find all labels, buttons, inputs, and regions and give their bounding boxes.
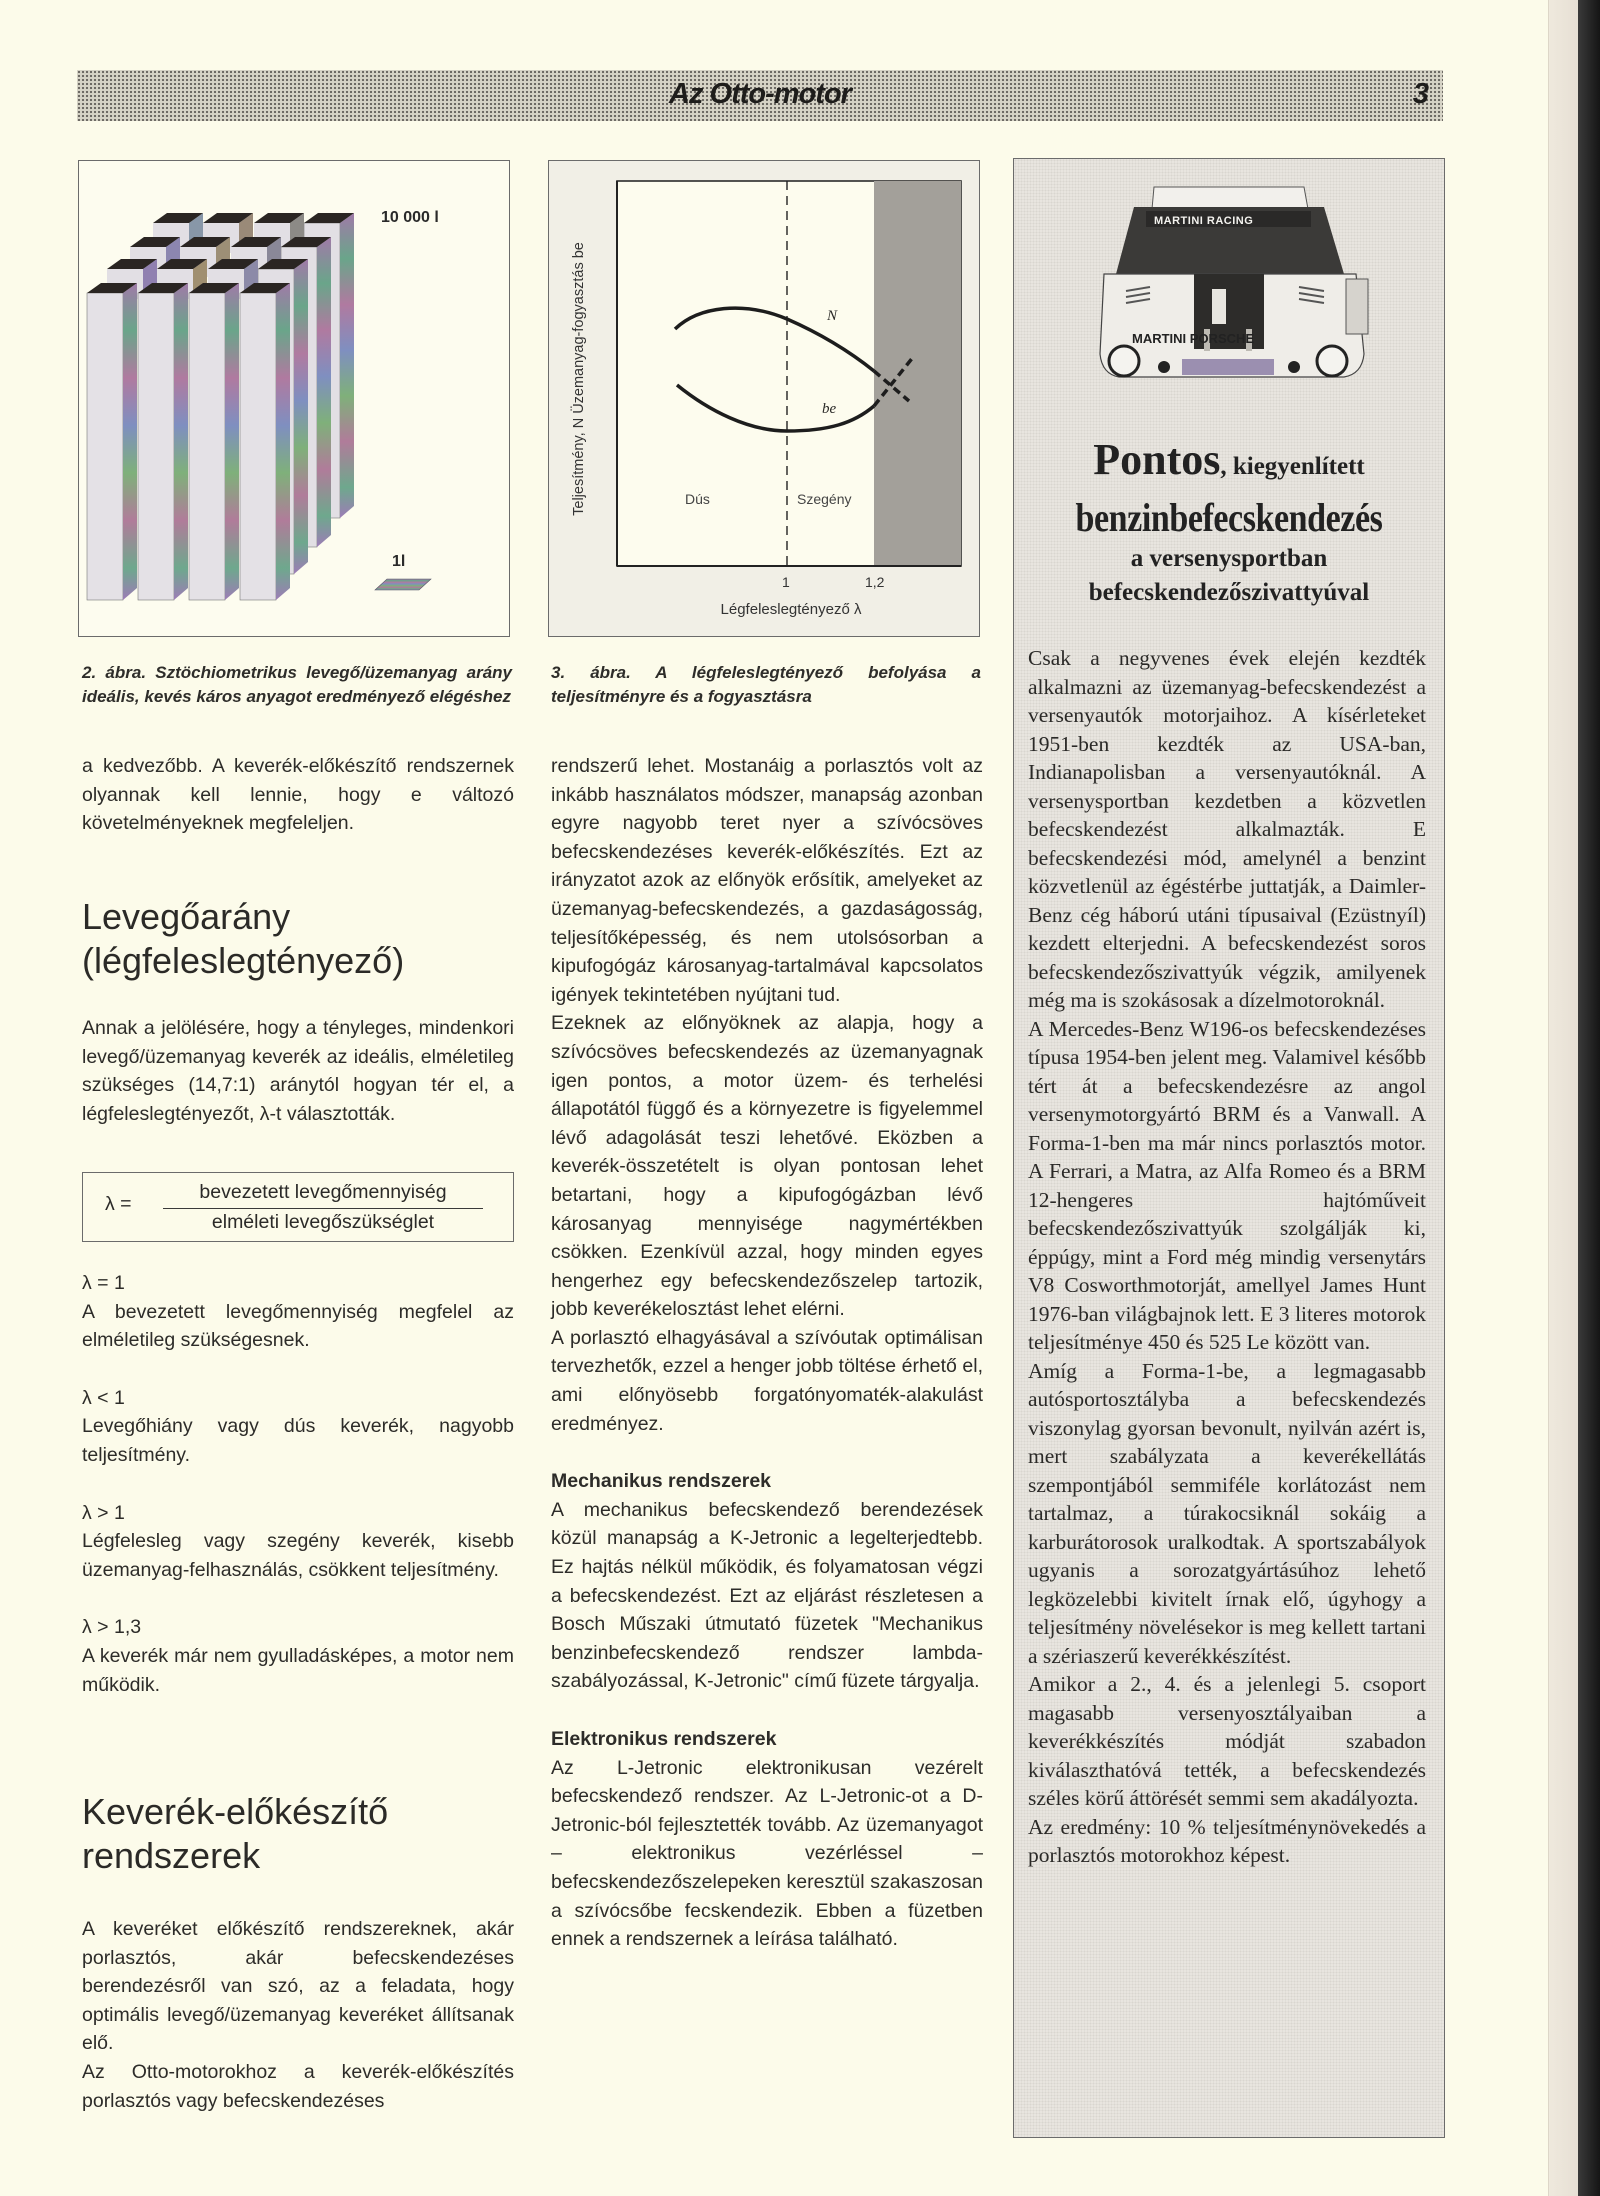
heading-line: rendszerek	[82, 1835, 261, 1876]
figure-2-volume-illustration	[78, 160, 510, 637]
curve-label-be: be	[822, 401, 837, 417]
x-tick-1-2: 1,2	[865, 574, 885, 590]
paragraph: Az eredmény: 10 % teljesítménynövekedés a porlasztós motorokhoz képest.	[1028, 1814, 1426, 1867]
sidebar-body	[1028, 644, 1426, 1870]
paragraph: A porlasztó elhagyásával a szívóutak optimálisan tervezhetők, ezzel a henger jobb töltése érhető el, ami előnyösebb forgatónyomaték-alakulást eredményez.	[551, 1326, 983, 1435]
paragraph: Ezeknek az előnyöknek az alapja, hogy a szívócsöves befecskendezés az üzemanyagnak igen pontos, a motor üzem- és terhelési állapotától függő és a környezetre is figyelemmel lévő adagolását teszi lehetővé. Eközben a keverék-összetételt is olyan pontosan lehet betartani, hogy a kipufogógázban lévő károsanyag mennyisége nagymértékben csökken. Ezenkívül azzal, hogy minden egyes hengerhez egy befecskendezőszelep tartozik, jobb keverékelosztást lehet elérni.	[551, 1012, 983, 1321]
lambda-formula-box	[82, 1172, 514, 1242]
heading-line: Keverék-előkészítő	[82, 1791, 389, 1832]
case-condition: λ > 1,3	[82, 1616, 142, 1639]
y-axis-label: Teljesítmény, N Üzemanyag-fogyasztás be	[571, 242, 587, 516]
scan-shadow	[1578, 0, 1600, 2196]
sidebar-title-line1	[1014, 434, 1444, 485]
x-tick-1: 1	[782, 574, 790, 590]
car-windshield-text: MARTINI RACING	[1154, 215, 1254, 227]
sidebar-title-line3: a versenysportban	[1130, 545, 1328, 572]
title-emphasis: Pontos	[1093, 435, 1221, 484]
intro-paragraph: a kedvezőbb. A keverék-előkészítő rendszernek olyannak kell lennie, hogy e változó követelményeknek megfeleljen.	[82, 755, 514, 835]
air-columns-illustration	[79, 161, 509, 636]
paragraph: rendszerű lehet. Mostanáig a porlasztós volt az inkább használatos módszer, manapság azonban egyre nagyobb teret nyer a szívócsöves befecskendezéses keverék-előkészítés. Ezt az irányzatot azok az előnyök erősítik, amelyeket az üzemanyag-befecskendezés, a gazdaságosság, teljesítőképesség, és nem utolsósorban a kipufogógáz károsanyag-tartalmával kapcsolatos igények tekintetében nyújtani tud.	[551, 755, 983, 1006]
car-bumper-text: MARTINI PORSCHE	[1132, 331, 1255, 346]
case-condition: λ = 1	[82, 1272, 125, 1294]
paragraph: Amikor a 2., 4. és a jelenlegi 5. csoport magasabb versenyosztályaiban a keverékkészítés módját szabadon kiválaszthatóvá tették, a befecskendezés széles körű áttörését semmi sem akadályozta.	[1028, 1672, 1426, 1810]
figure-3-caption: 3. ábra. A légfeleslegtényező befolyása a teljesítményre és a fogyasztásra	[551, 663, 981, 706]
sidebar-title-line2: benzinbefecskendezés	[1075, 495, 1383, 540]
racing-sidebar-box	[1013, 158, 1445, 2138]
paragraph: Csak a negyvenes évek elején kezdték alkalmazni az üzemanyag-befecskendezést a versenyautók motorjaihoz. A kísérleteket 1951-ben kezdték az USA-ban, Indianapolisban a versenyautóknál. A versenysportban kezdetben a közvetlen befecskendezést alkalmazták. E befecskendezési mód, amelynél a benzint közvetlenül az égéstérbe juttatják, a Daimler-Benz cég háború utáni típusaival (Ezüstnyíl) kezdett elterjedni. A befecskendezést soros befecskendezőszivattyúk végzik, amilyenek még ma is szokásosak a dízelmotoroknál.	[1028, 646, 1426, 1012]
paragraph: Az Otto-motorokhoz a keverék-előkészítés porlasztós vagy befecskendezéses	[82, 2060, 514, 2112]
running-header	[77, 70, 1443, 121]
x-axis-label: Légfeleslegtényező λ	[720, 601, 862, 618]
fraction-bar	[163, 1208, 483, 1209]
column1-intro	[82, 752, 514, 838]
column1-para-lambda-definition	[82, 1014, 514, 1128]
section-mixture-preparation	[82, 1790, 514, 2115]
section-heading-air-ratio	[82, 895, 514, 983]
formula-lhs: λ =	[105, 1193, 132, 1215]
case-text: Légfelesleg vagy szegény keverék, kisebb üzemanyag-felhasználás, csökkent teljesítmény.	[82, 1530, 514, 1581]
case-condition: λ > 1	[82, 1501, 125, 1524]
case-text: A bevezetett levegőmennyiség megfelel az elméletileg szükségesnek.	[82, 1300, 514, 1352]
figure-2-caption: 2. ábra. Sztöchiometrikus levegő/üzemanyag arány ideális, kevés káros anyagot eredményező elégéshez	[82, 663, 512, 706]
paragraph: Annak a jelölésére, hogy a tényleges, mindenkori levegő/üzemanyag keverék az ideális, elméletileg szükséges (14,7:1) aránytól hogyan tér el, a légfeleslegtényezőt, λ-t választották.	[82, 1017, 514, 1125]
heading-line: Levegőarány	[82, 896, 291, 937]
heading-line: (légfeleslegtényező)	[82, 940, 405, 981]
race-car-photo	[1094, 179, 1372, 389]
paragraph: A mechanikus befecskendező berendezések közül manapság a K-Jetronic a legelterjedtebb. Ez hajtás nélkül működik, és folyamatosan végzi a befecskendezést. Ezt az eljárást részletesen a Bosch Műszaki útmutató füzetek "Mechanikus benzinbefecskendező rendszer lambda-szabályozással, K-Jetronic" című füzete tárgyalja.	[551, 1498, 983, 1693]
case-text: Levegőhiány vagy dús keverék, nagyobb teljesítmény.	[82, 1415, 514, 1466]
lambda-cases	[82, 1269, 514, 1699]
figure-3-lambda-chart	[548, 160, 980, 637]
subheading-electronic: Elektronikus rendszerek	[551, 1728, 777, 1750]
curve-label-n: N	[827, 308, 838, 324]
page-number: 3	[1412, 78, 1429, 110]
paragraph: Az L-Jetronic elektronikusan vezérelt befecskendező rendszer. Az L-Jetronic-ot a D-Jetronic-ból fejlesztették tovább. Az üzemanyagot – elektronikus vezérléssel – befecskendezőszelepeken keresztül szakaszosan a szívócsőbe fecskendezik. Ebben a füzetben ennek a rendszernek a leírása található.	[551, 1756, 983, 1951]
case-condition: λ < 1	[82, 1386, 125, 1409]
region-label-rich: Dús	[685, 491, 710, 507]
column2	[551, 752, 983, 1954]
page-edge	[1548, 0, 1579, 2196]
lambda-performance-chart	[549, 161, 979, 636]
paragraph: Amíg a Forma-1-be, a legmagasabb autósportosztályba a befecskendezés viszonylag gyorsan bevonult, nyilván azért is, mert szabályzata a keverékellátás szempontjából semmiféle korlátozást nem tartalmaz, a túrakocsiknál sokáig a karburátorosok uralkodtak. A sportszabályok ugyanis a sorozatgyártásúhoz lehető legközelebbi kivitelt írnak elő, úgyhogy a teljesítmény növelésekor is meg kellett tartani a szériaszerű keverékkészítést.	[1028, 1358, 1426, 1668]
paragraph: A keveréket előkészítő rendszereknek, akár porlasztós, akár befecskendezéses berendezésről van szó, az a feladata, hogy optimális levegő/üzemanyag keveréket állítsanak elő.	[82, 1918, 514, 2055]
one-liter-tile	[375, 579, 431, 590]
header-title: Az Otto-motor	[669, 78, 851, 110]
subheading-mechanical: Mechanikus rendszerek	[551, 1470, 772, 1493]
sidebar-title-line4: befecskendezőszivattyúval	[1088, 579, 1370, 606]
label-1-liter: 1l	[392, 553, 406, 570]
paragraph: A Mercedes-Benz W196-os befecskendezéses típusa 1954-ben jelent meg. Valamivel később tért át a befecskendezésre az angol versenymotorgyártó BRM és a Vanwall. A Forma-1-ben ma már nincs porlasztós motor. A Ferrari, a Matra, az Alfa Romeo és a BRM 12-hengeres hajtóműveit befecskendezőszivattyúk szolgálják ki, éppúgy, mint a Ford még mindig versenytárs V8 Cosworthmotorját, amellyel James Hunt 1976-ban világbajnok lett. E 3 literes motorok teljesítménye 450 és 525 Le között van.	[1028, 1016, 1426, 1354]
region-label-lean: Szegény	[797, 491, 852, 507]
label-10000-liters: 10 000 l	[381, 209, 439, 226]
case-text: A keverék már nem gyulladásképes, a motor nem működik.	[82, 1644, 514, 1696]
formula-numerator: bevezetett levegőmennyiség	[199, 1181, 447, 1203]
title-rest: , kiegyenlített	[1220, 453, 1365, 480]
formula-denominator: elméleti levegőszükséglet	[211, 1211, 435, 1233]
